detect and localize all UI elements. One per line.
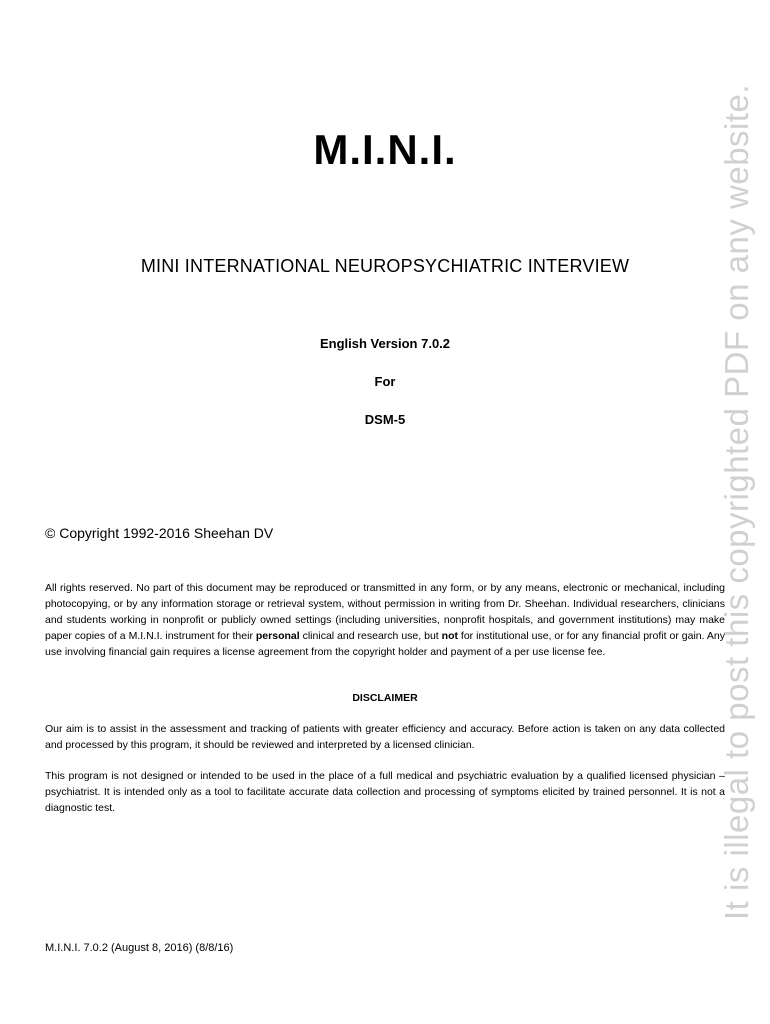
rights-bold-not: not [441, 630, 458, 642]
disclaimer-paragraph-1: Our aim is to assist in the assessment and tracking of patients with greater efficiency and accuracy. Before action is taken on any data collected and processed by this program, it should be reviewed and interpreted by a licensed clinician. [45, 723, 725, 751]
rights-paragraph [45, 580, 725, 660]
for-label: For [374, 374, 396, 389]
copyright-notice: © Copyright 1992-2016 Sheehan DV [45, 525, 274, 541]
page-footer: M.I.N.I. 7.0.2 (August 8, 2016) (8/8/16) [45, 942, 234, 954]
document-subtitle: MINI INTERNATIONAL NEUROPSYCHIATRIC INTERVIEW [140, 256, 630, 276]
document-title: M.I.N.I. [313, 126, 457, 173]
disclaimer-paragraph-2: This program is not designed or intended to be used in the place of a full medical and psychiatric evaluation by a qualified licensed physician – psychiatrist. It is intended only as a tool to facilitate accurate data collection and processing of symptoms elicited by trained personnel. It is not a diagnostic test. [45, 770, 725, 814]
rights-text-3: for institutional use, or for any financial profit or gain. Any use involving financial gain requires a license agreement from the copyright holder and payment of a per use license fee. [45, 630, 726, 658]
rights-text-1: All rights reserved. No part of this document may be reproduced or transmitted in any form, or by any means, electronic or mechanical, including photocopying, or by any information storage or retrieval system, without permission in writing from Dr. Sheehan. Individual researchers, clinicians and students working in nonprofit or publicly owned settings (including universities, nonprofit hospitals, and government institutions) may make paper copies of a M.I.N.I. instrument for their [45, 582, 725, 642]
watermark-text: It is illegal to post this copyrighted PDF on any website. [718, 83, 755, 920]
dsm-label: DSM-5 [364, 412, 406, 427]
disclaimer-heading: DISCLAIMER [352, 692, 418, 704]
version-label: English Version 7.0.2 [319, 336, 451, 351]
rights-text-2: clinical and research use, but [299, 630, 442, 642]
rights-bold-personal: personal [255, 630, 300, 642]
